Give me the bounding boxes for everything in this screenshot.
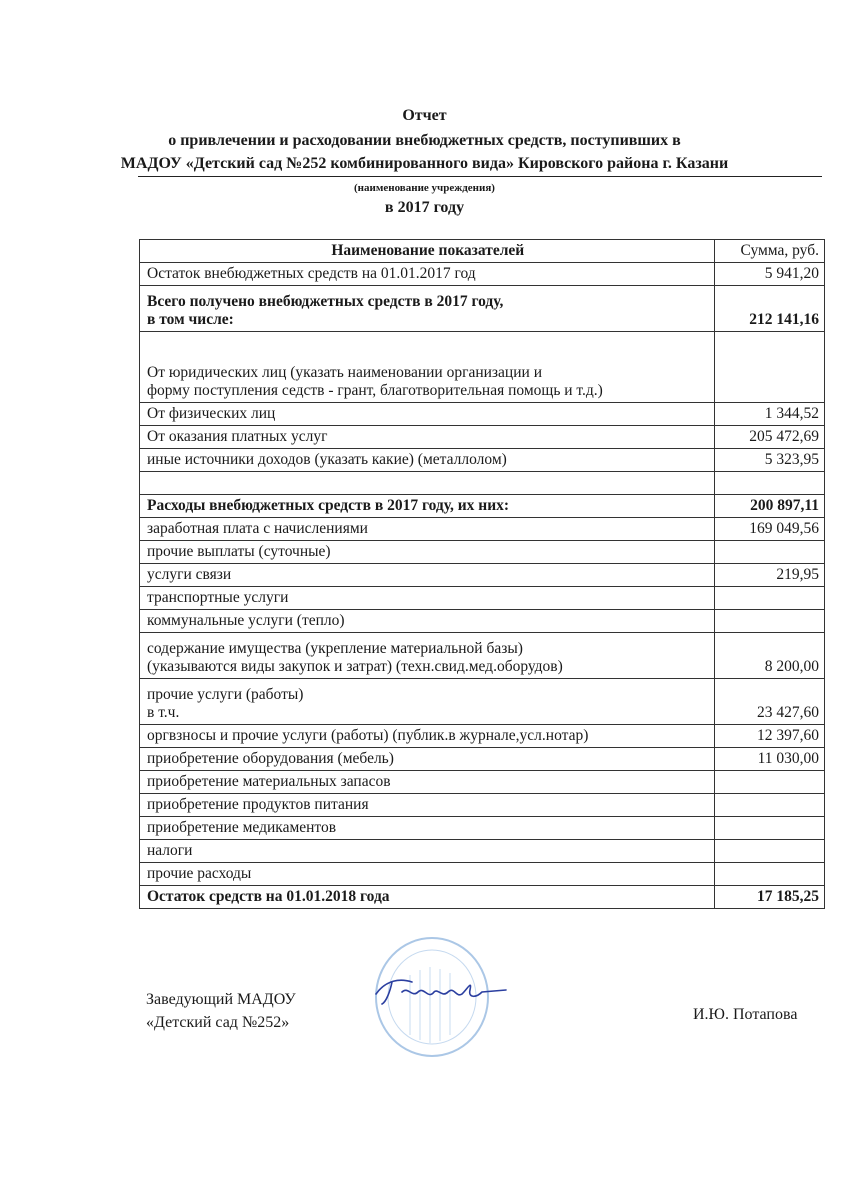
table-row: налоги: [140, 840, 825, 863]
table-row: заработная плата с начислениями 169 049,56: [140, 518, 825, 541]
table-row: приобретение медикаментов: [140, 817, 825, 840]
table-header-row: [140, 240, 825, 263]
table-row: оргвзносы и прочие услуги (работы) (публик.в журнале,усл.нотар) 12 397,60: [140, 725, 825, 748]
table-row: приобретение материальных запасов: [140, 771, 825, 794]
organization-name: МАДОУ «Детский сад №252 комбинированного вида» Кировского района г. Казани: [120, 155, 729, 172]
table-row: Остаток внебюджетных средств на 01.01.2017 год 5 941,20: [140, 263, 825, 286]
table-row: От физических лиц 1 344,52: [140, 403, 825, 426]
table-row-total-expenses: Расходы внебюджетных средств в 2017 году, их них: 200 897,11: [140, 495, 825, 518]
organization-underline: [138, 176, 822, 177]
column-header-name: Наименование показателей: [140, 240, 715, 263]
table-row: От юридических лиц (указать наименовании организации и форму поступления седств - грант, благотворительная помощь и т.д.): [140, 332, 825, 403]
report-title: Отчет: [402, 107, 447, 124]
table-row: приобретение оборудования (мебель) 11 030,00: [140, 748, 825, 771]
column-header-sum: Сумма, руб.: [714, 240, 824, 263]
table-row: коммунальные услуги (тепло): [140, 610, 825, 633]
table-row: содержание имущества (укрепление материальной базы) (указываются виды закупок и затрат) (техн.свид.мед.оборудов) 8 200,00: [140, 633, 825, 679]
table-row: иные источники доходов (указать какие) (металлолом) 5 323,95: [140, 449, 825, 472]
table-row: прочие расходы: [140, 863, 825, 886]
table-row-empty: [140, 472, 825, 495]
table-row: прочие выплаты (суточные): [140, 541, 825, 564]
report-table: [139, 239, 825, 909]
table-row: От оказания платных услуг 205 472,69: [140, 426, 825, 449]
table-row: прочие услуги (работы) в т.ч. 23 427,60: [140, 679, 825, 725]
handwritten-signature-icon: [372, 972, 507, 1012]
table-row-closing-balance: Остаток средств на 01.01.2018 года 17 185,25: [140, 886, 825, 909]
signatory-position: Заведующий МАДОУ «Детский сад №252»: [146, 991, 296, 1031]
organization-hint: (наименование учреждения): [354, 182, 495, 194]
table-row: услуги связи 219,95: [140, 564, 825, 587]
table-row: транспортные услуги: [140, 587, 825, 610]
table-row: приобретение продуктов питания: [140, 794, 825, 817]
report-period: в 2017 году: [384, 199, 465, 216]
report-subtitle: о привлечении и расходовании внебюджетных средств, поступивших в: [168, 132, 681, 149]
table-row-total-income: Всего получено внебюджетных средств в 2017 году, в том числе: 212 141,16: [140, 286, 825, 332]
signatory-name: И.Ю. Потапова: [693, 1006, 798, 1023]
